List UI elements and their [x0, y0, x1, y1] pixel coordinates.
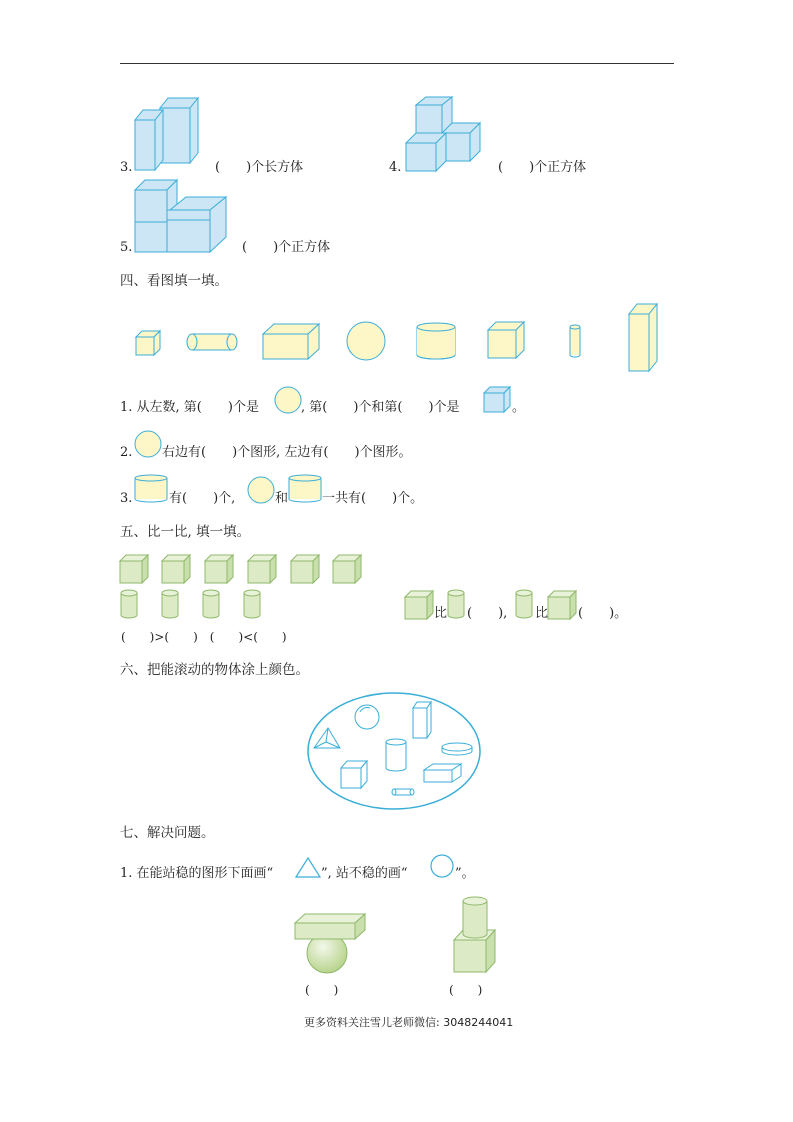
shape-small-cube — [136, 337, 154, 355]
object-small-cylinder — [394, 789, 412, 795]
shape-cube — [488, 330, 516, 358]
q3-blank[interactable]: ( )个长方体 — [215, 160, 304, 175]
s4-line3-number: 3. — [120, 491, 133, 506]
blank-right[interactable]: ( ) — [449, 983, 483, 997]
sphere-icon — [246, 476, 276, 506]
circle-icon — [428, 853, 456, 881]
compare-cube-2 — [547, 589, 579, 621]
object-flat-box — [424, 770, 452, 782]
s4-line1-b: , 第( )个和第( )个是 — [301, 400, 460, 415]
s7-q1-a: 1. 在能站稳的图形下面画“ — [120, 866, 274, 881]
cubes-figure-q4 — [404, 95, 484, 175]
q4-number: 4. — [389, 160, 402, 175]
box-on-ball-figure — [292, 910, 372, 976]
s7-q1-c: ”。 — [455, 866, 475, 881]
cubes-figure-q5 — [130, 175, 230, 255]
footer-note: 更多资料关注雪儿老师微信: 3048244041 — [304, 1016, 514, 1029]
s7-q1-b: ”, 站不稳的画“ — [321, 866, 408, 881]
green-cylinder — [162, 590, 178, 618]
s4-line2-text: 右边有( )个图形, 左边有( )个图形。 — [162, 445, 412, 460]
shape-horizontal-cylinder — [192, 334, 232, 350]
section6-title: 六、把能滚动的物体涂上颜色。 — [120, 662, 309, 678]
object-cube — [341, 768, 361, 788]
sphere-icon — [273, 386, 303, 416]
q4-blank[interactable]: ( )个正方体 — [498, 160, 587, 175]
objects-ellipse-figure — [306, 690, 482, 812]
green-cube — [162, 555, 190, 583]
section5-title: 五、比一比, 填一填。 — [120, 524, 251, 540]
s4-line3-b: 和 — [275, 491, 289, 506]
green-cylinder — [121, 590, 137, 618]
cylinder — [463, 901, 487, 934]
object-tall-box — [413, 708, 427, 738]
section4-title: 四、看图填一填。 — [120, 273, 228, 289]
s5-under-blanks[interactable]: ( )>( ) ( )<( ) — [121, 630, 287, 644]
green-cubes-row — [118, 552, 368, 587]
flat-box — [295, 923, 355, 939]
blank-left[interactable]: ( ) — [305, 983, 339, 997]
green-cube — [248, 555, 276, 583]
green-cube — [333, 555, 361, 583]
shape-tall-cuboid — [629, 314, 649, 371]
compare-cylinder-1 — [447, 587, 467, 621]
green-cylinder — [244, 590, 260, 618]
shape-sphere — [347, 322, 385, 360]
q5-blank[interactable]: ( )个正方体 — [242, 240, 331, 255]
header-rule — [120, 63, 674, 64]
sphere-icon — [133, 430, 163, 460]
cmp-blank-1[interactable]: ( ), — [467, 606, 508, 621]
object-ball — [355, 705, 379, 729]
cmp-bi-2: 比 — [535, 606, 549, 621]
triangle-icon — [294, 855, 322, 881]
cmp-bi-1: 比 — [434, 606, 448, 621]
cuboids-figure — [130, 95, 210, 175]
object-cylinder — [386, 742, 406, 768]
s4-line1-c: 。 — [512, 400, 526, 415]
cube-icon — [482, 385, 512, 415]
section7-title: 七、解决问题。 — [120, 825, 215, 841]
green-cylinder — [203, 590, 219, 618]
cylinder-icon — [133, 474, 169, 504]
shapes-row — [130, 300, 670, 375]
q5-number: 5. — [120, 240, 133, 255]
s4-line1-a: 1. 从左数, 第( )个是 — [120, 400, 259, 415]
green-cube — [205, 555, 233, 583]
object-disc — [442, 743, 472, 751]
cube — [454, 940, 486, 972]
green-cube — [291, 555, 319, 583]
cylinder-on-cube-figure — [450, 893, 500, 975]
compare-cube-1 — [404, 589, 436, 621]
cylinder-icon — [287, 474, 323, 504]
shape-cuboid — [263, 334, 308, 359]
q3-number: 3. — [120, 160, 133, 175]
s4-line3-a: 有( )个, — [169, 491, 236, 506]
s4-line3-c: 一共有( )个。 — [322, 491, 424, 506]
compare-cylinder-2 — [515, 587, 535, 621]
green-cylinders-row — [118, 587, 268, 621]
cmp-blank-2[interactable]: ( )。 — [578, 606, 628, 621]
green-cube — [120, 555, 148, 583]
shape-small-cylinder — [570, 327, 580, 355]
s4-line2-number: 2. — [120, 445, 133, 460]
